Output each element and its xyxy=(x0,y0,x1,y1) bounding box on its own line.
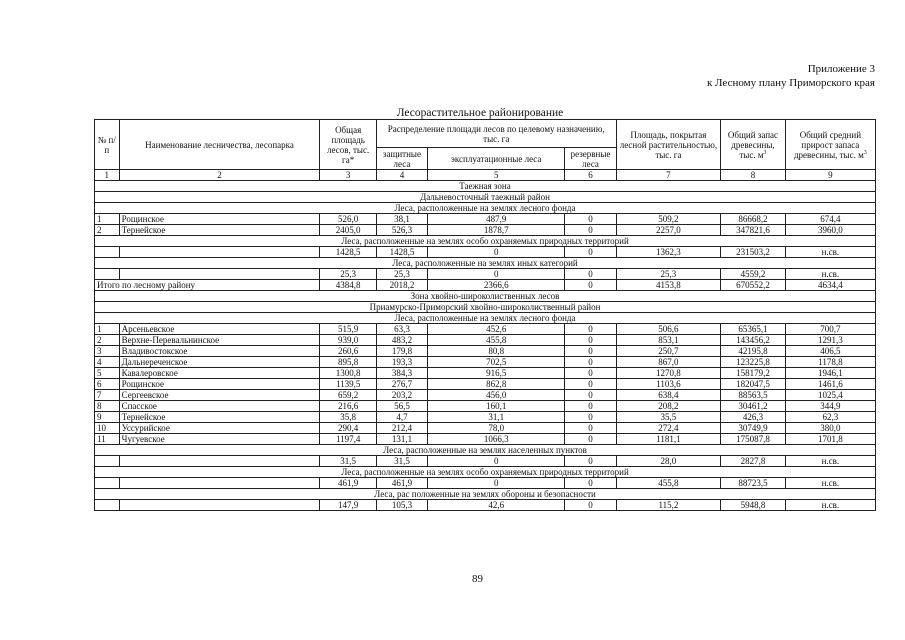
appendix-line-2: к Лесному плану Приморского края xyxy=(706,77,875,89)
row-number: 3 xyxy=(95,346,120,357)
section-row xyxy=(95,291,876,302)
forestry-name xyxy=(119,456,320,467)
table-cell: 158179,2 xyxy=(721,368,786,379)
table-cell: 42,6 xyxy=(428,500,565,511)
table-cell: 895,8 xyxy=(320,357,376,368)
table-cell: 0 xyxy=(428,269,565,280)
table-cell: 35,5 xyxy=(616,412,721,423)
table-row xyxy=(95,434,876,445)
table-row xyxy=(95,214,876,225)
table-cell: 28,0 xyxy=(616,456,721,467)
header-exploitation: эксплуатационные леса xyxy=(428,148,565,170)
table-cell: 2018,2 xyxy=(376,280,427,291)
appendix-caption xyxy=(707,62,875,90)
table-row xyxy=(95,412,876,423)
table-cell: 147,9 xyxy=(320,500,376,511)
header-num: № п/п xyxy=(95,120,120,170)
table-row xyxy=(95,456,876,467)
forestry-name: Арсеньевское xyxy=(119,324,320,335)
table-cell: 347821,6 xyxy=(721,225,786,236)
table-cell: 2257,0 xyxy=(616,225,721,236)
table-cell: 3960,0 xyxy=(785,225,875,236)
row-number: 1 xyxy=(95,324,120,335)
section-title: Таежная зона xyxy=(95,181,876,192)
table-cell: 1300,8 xyxy=(320,368,376,379)
table-cell: 115,2 xyxy=(616,500,721,511)
row-number: 10 xyxy=(95,423,120,434)
table-cell: 380,0 xyxy=(785,423,875,434)
table-cell: 4559,2 xyxy=(721,269,786,280)
table-cell: 25,3 xyxy=(616,269,721,280)
table-cell: 182047,5 xyxy=(721,379,786,390)
table-cell: 0 xyxy=(565,500,616,511)
section-row xyxy=(95,445,876,456)
header-growth-text: Общий средний прирост запаса древесины, тыс. м xyxy=(793,129,864,160)
column-numbers-row xyxy=(95,170,876,181)
table-cell: 143456,2 xyxy=(721,335,786,346)
forestry-name: Чугуевское xyxy=(119,434,320,445)
table-cell: 4634,4 xyxy=(785,280,875,291)
column-number: 9 xyxy=(785,170,875,181)
table-cell: 0 xyxy=(565,379,616,390)
section-title: Леса, расположенные на землях лесного фонда xyxy=(95,203,876,214)
table-cell: 0 xyxy=(565,401,616,412)
table-cell: 1428,5 xyxy=(320,247,376,258)
table-cell: 674,4 xyxy=(785,214,875,225)
forestry-name xyxy=(119,269,320,280)
table-row xyxy=(95,324,876,335)
table-cell: 212,4 xyxy=(376,423,427,434)
table-cell: 670552,2 xyxy=(721,280,786,291)
table-cell: 160,1 xyxy=(428,401,565,412)
table-cell: 0 xyxy=(428,478,565,489)
table-cell: 1197,4 xyxy=(320,434,376,445)
table-cell: н.св. xyxy=(785,269,875,280)
row-number xyxy=(95,500,120,511)
table-cell: н.св. xyxy=(785,456,875,467)
row-number xyxy=(95,269,120,280)
table-row xyxy=(95,368,876,379)
table-cell: 290,4 xyxy=(320,423,376,434)
table-cell: 260,6 xyxy=(320,346,376,357)
header-forest-covered: Площадь, покрытая лесной растительностью, тыс. га xyxy=(616,120,721,170)
table-cell: 1878,7 xyxy=(428,225,565,236)
table-cell: 63,3 xyxy=(376,324,427,335)
table-cell: 1139,5 xyxy=(320,379,376,390)
table-cell: 25,3 xyxy=(320,269,376,280)
table-cell: 30749,9 xyxy=(721,423,786,434)
column-number: 8 xyxy=(721,170,786,181)
table-cell: 1701,8 xyxy=(785,434,875,445)
table-cell: 384,3 xyxy=(376,368,427,379)
header-distribution: Распределение площади лесов по целевому назначению, тыс. га xyxy=(376,120,616,148)
table-cell: 638,4 xyxy=(616,390,721,401)
table-body xyxy=(95,181,876,511)
table-cell: 862,8 xyxy=(428,379,565,390)
table-cell: 455,8 xyxy=(616,478,721,489)
table-cell: 0 xyxy=(565,434,616,445)
table-cell: 526,0 xyxy=(320,214,376,225)
section-row xyxy=(95,489,876,500)
table-cell: 487,9 xyxy=(428,214,565,225)
row-number: 6 xyxy=(95,379,120,390)
table-cell: 0 xyxy=(565,390,616,401)
table-cell: 216,6 xyxy=(320,401,376,412)
table-cell: 455,8 xyxy=(428,335,565,346)
header-growth-sup: 3 xyxy=(863,149,867,156)
table-cell: 42195,8 xyxy=(721,346,786,357)
column-number: 7 xyxy=(616,170,721,181)
table-cell: 515,9 xyxy=(320,324,376,335)
total-label: Итого по лесному району xyxy=(95,280,320,291)
table-cell: 179,8 xyxy=(376,346,427,357)
section-title: Леса, расположенные на землях иных категорий xyxy=(95,258,876,269)
forestry-name xyxy=(119,500,320,511)
table-cell: 0 xyxy=(565,280,616,291)
table-cell: 1946,1 xyxy=(785,368,875,379)
table-cell: 0 xyxy=(565,324,616,335)
header-total-area: Общая площадь лесов, тыс. га* xyxy=(320,120,376,170)
table-cell: 0 xyxy=(565,214,616,225)
table-cell: 0 xyxy=(565,247,616,258)
table-cell: 867,0 xyxy=(616,357,721,368)
table-cell: 31,1 xyxy=(428,412,565,423)
row-number: 5 xyxy=(95,368,120,379)
table-cell: 506,6 xyxy=(616,324,721,335)
table-cell: 0 xyxy=(565,346,616,357)
table-cell: 939,0 xyxy=(320,335,376,346)
section-row xyxy=(95,313,876,324)
forestry-name xyxy=(119,247,320,258)
header-stock-text: Общий запас древесины, тыс. м xyxy=(727,129,779,160)
header-growth xyxy=(785,120,875,170)
column-number: 3 xyxy=(320,170,376,181)
row-number xyxy=(95,478,120,489)
table-header xyxy=(95,120,876,181)
section-row xyxy=(95,192,876,203)
row-number xyxy=(95,247,120,258)
table-cell: 4153,8 xyxy=(616,280,721,291)
total-row xyxy=(95,280,876,291)
table-cell: 88723,5 xyxy=(721,478,786,489)
appendix-line-1: Приложение 3 xyxy=(807,63,875,75)
header-reserve: резервные леса xyxy=(565,148,616,170)
forestry-name: Рощинское xyxy=(119,379,320,390)
row-number: 2 xyxy=(95,225,120,236)
table-cell: 62,3 xyxy=(785,412,875,423)
row-number: 2 xyxy=(95,335,120,346)
table-cell: 700,7 xyxy=(785,324,875,335)
row-number: 8 xyxy=(95,401,120,412)
section-title: Леса, расположенные на землях лесного фонда xyxy=(95,313,876,324)
table-cell: 1362,3 xyxy=(616,247,721,258)
table-cell: 426,3 xyxy=(721,412,786,423)
table-cell: 0 xyxy=(565,423,616,434)
table-cell: 86668,2 xyxy=(721,214,786,225)
table-cell: 1291,3 xyxy=(785,335,875,346)
table-cell: 483,2 xyxy=(376,335,427,346)
table-cell: 78,0 xyxy=(428,423,565,434)
section-title: Леса, рас положенные на землях обороны и безопасности xyxy=(95,489,876,500)
column-number: 6 xyxy=(565,170,616,181)
table-cell: 0 xyxy=(565,412,616,423)
column-number: 1 xyxy=(95,170,120,181)
table-row xyxy=(95,225,876,236)
table-cell: 0 xyxy=(428,247,565,258)
table-cell: 853,1 xyxy=(616,335,721,346)
header-protective: защитные леса xyxy=(376,148,427,170)
table-cell: 1066,3 xyxy=(428,434,565,445)
table-cell: 208,2 xyxy=(616,401,721,412)
table-row xyxy=(95,247,876,258)
table-cell: 123225,8 xyxy=(721,357,786,368)
table-cell: 1181,1 xyxy=(616,434,721,445)
table-cell: 5948,8 xyxy=(721,500,786,511)
table-cell: 65365,1 xyxy=(721,324,786,335)
row-number: 7 xyxy=(95,390,120,401)
table-cell: 702,5 xyxy=(428,357,565,368)
table-cell: 175087,8 xyxy=(721,434,786,445)
table-cell: 1025,4 xyxy=(785,390,875,401)
forestry-name: Уссурийское xyxy=(119,423,320,434)
section-title: Дальневосточный таежный район xyxy=(95,192,876,203)
table-cell: 344,9 xyxy=(785,401,875,412)
section-row xyxy=(95,302,876,313)
column-number: 4 xyxy=(376,170,427,181)
table-cell: 526,3 xyxy=(376,225,427,236)
table-cell: 916,5 xyxy=(428,368,565,379)
table-cell: н.св. xyxy=(785,500,875,511)
table-cell: 4384,8 xyxy=(320,280,376,291)
forestry-name: Спасское xyxy=(119,401,320,412)
table-cell: 193,3 xyxy=(376,357,427,368)
table-row xyxy=(95,269,876,280)
table-cell: н.св. xyxy=(785,247,875,258)
table-cell: 31,5 xyxy=(320,456,376,467)
table-cell: 80,8 xyxy=(428,346,565,357)
table-cell: 2827,8 xyxy=(721,456,786,467)
zoning-table xyxy=(94,119,876,511)
document-title: Лесорастительное районирование xyxy=(396,107,564,119)
row-number: 11 xyxy=(95,434,120,445)
row-number: 1 xyxy=(95,214,120,225)
table-cell: 35,8 xyxy=(320,412,376,423)
table-cell: 203,2 xyxy=(376,390,427,401)
header-stock xyxy=(721,120,786,170)
section-row xyxy=(95,258,876,269)
section-title: Леса, расположенные на землях особо охраняемых природных территорий xyxy=(95,467,876,478)
table-cell: 4,7 xyxy=(376,412,427,423)
table-row xyxy=(95,390,876,401)
table-cell: 0 xyxy=(565,478,616,489)
table-cell: 231503,2 xyxy=(721,247,786,258)
table-cell: 406,5 xyxy=(785,346,875,357)
table-cell: 56,5 xyxy=(376,401,427,412)
forestry-name xyxy=(119,478,320,489)
table-cell: 30461,2 xyxy=(721,401,786,412)
section-title: Леса, расположенные на землях населенных пунктов xyxy=(95,445,876,456)
table-cell: 0 xyxy=(565,269,616,280)
table-cell: 461,9 xyxy=(320,478,376,489)
table-cell: 38,1 xyxy=(376,214,427,225)
table-row xyxy=(95,335,876,346)
section-row xyxy=(95,467,876,478)
table-cell: 25,3 xyxy=(376,269,427,280)
section-row xyxy=(95,236,876,247)
header-stock-sup: 3 xyxy=(763,149,767,156)
table-cell: 88563,5 xyxy=(721,390,786,401)
table-cell: 131,1 xyxy=(376,434,427,445)
table-cell: 1428,5 xyxy=(376,247,427,258)
forestry-name: Сергеевское xyxy=(119,390,320,401)
table-cell: 0 xyxy=(428,456,565,467)
table-row xyxy=(95,478,876,489)
table-cell: 0 xyxy=(565,335,616,346)
table-row xyxy=(95,423,876,434)
table-cell: 276,7 xyxy=(376,379,427,390)
table-cell: 0 xyxy=(565,368,616,379)
column-number: 2 xyxy=(119,170,320,181)
table-cell: 659,2 xyxy=(320,390,376,401)
table-cell: 1103,6 xyxy=(616,379,721,390)
table-cell: 452,6 xyxy=(428,324,565,335)
table-row xyxy=(95,357,876,368)
table-cell: 1270,8 xyxy=(616,368,721,379)
table-row xyxy=(95,379,876,390)
forestry-name: Тернейское xyxy=(119,412,320,423)
section-row xyxy=(95,203,876,214)
section-title: Леса, расположенные на землях особо охраняемых природных территорий xyxy=(95,236,876,247)
table-cell: 272,4 xyxy=(616,423,721,434)
table-cell: 0 xyxy=(565,456,616,467)
forestry-name: Дальнереченское xyxy=(119,357,320,368)
forestry-name: Верхне-Перевальнинское xyxy=(119,335,320,346)
table-cell: 2366,6 xyxy=(428,280,565,291)
table-cell: 461,9 xyxy=(376,478,427,489)
table-row xyxy=(95,500,876,511)
table-cell: 509,2 xyxy=(616,214,721,225)
table-cell: 31,5 xyxy=(376,456,427,467)
row-number: 4 xyxy=(95,357,120,368)
row-number: 9 xyxy=(95,412,120,423)
forestry-name: Рощинское xyxy=(119,214,320,225)
table-cell: 0 xyxy=(565,225,616,236)
forestry-name: Владивостокское xyxy=(119,346,320,357)
table-cell: 0 xyxy=(565,357,616,368)
table-row xyxy=(95,346,876,357)
table-cell: н.св. xyxy=(785,478,875,489)
table-cell: 456,0 xyxy=(428,390,565,401)
column-number: 5 xyxy=(428,170,565,181)
section-title: Приамурско-Приморский хвойно-широколиственный район xyxy=(95,302,876,313)
table-cell: 2405,0 xyxy=(320,225,376,236)
table-cell: 1461,6 xyxy=(785,379,875,390)
header-name: Наименование лесничества, лесопарка xyxy=(119,120,320,170)
table-cell: 105,3 xyxy=(376,500,427,511)
table-cell: 1178,8 xyxy=(785,357,875,368)
section-title: Зона хвойно-широколиственных лесов xyxy=(95,291,876,302)
table-cell: 250,7 xyxy=(616,346,721,357)
table-row xyxy=(95,401,876,412)
page-number: 89 xyxy=(472,573,483,585)
row-number xyxy=(95,456,120,467)
section-row xyxy=(95,181,876,192)
forestry-name: Тернейское xyxy=(119,225,320,236)
forestry-name: Кавалеровское xyxy=(119,368,320,379)
